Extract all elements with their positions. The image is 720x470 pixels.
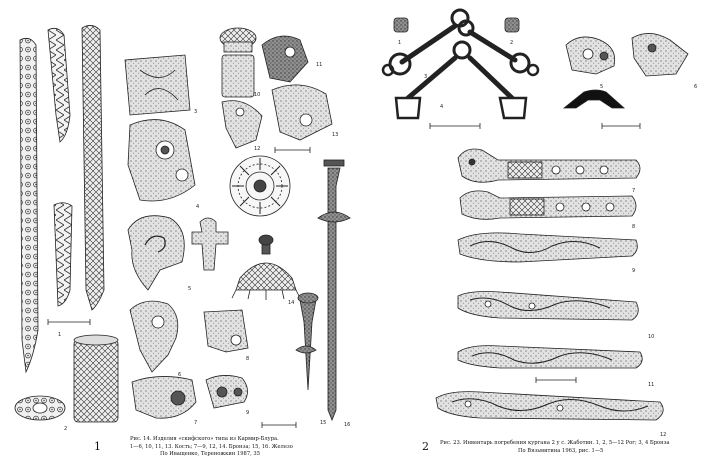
caption-left-line-2: 1—6, 10, 11, 13. Кость; 7—9, 12, 14. Бронза; 15, 16. Железо	[130, 443, 293, 450]
label-2-5: 5	[600, 84, 604, 90]
label-2-8: 8	[632, 224, 636, 230]
label-1-15: 15	[320, 420, 327, 426]
label-1-9: 9	[246, 410, 250, 416]
label-1-11: 11	[316, 62, 323, 68]
psalion-8	[460, 191, 636, 219]
plate-1-artifacts	[15, 25, 350, 428]
scale-bar-left-2	[275, 147, 310, 153]
label-2-11: 11	[648, 382, 655, 388]
psalion-11	[458, 346, 642, 368]
bone-strip-1a	[20, 38, 38, 372]
bird-fitting-11	[262, 36, 308, 82]
label-2-2: 2	[510, 40, 514, 46]
label-2-6: 6	[694, 84, 698, 90]
label-1-8: 8	[246, 356, 250, 362]
label-1-1: 1	[58, 332, 62, 338]
fluted-knob-10	[222, 55, 254, 97]
psalion-9	[458, 233, 637, 262]
label-1-4: 4	[196, 204, 200, 210]
bone-strip-1d	[54, 203, 72, 306]
eagle-head-12	[222, 101, 262, 148]
label-2-7: 7	[632, 188, 636, 194]
caption-right-line-1: Рис. 23. Инвентарь погребения кургана 2 у с. Жаботин. 1, 2, 5—12 Рог; 3, 4 Бронза	[440, 440, 670, 446]
carved-cylinder	[74, 340, 118, 422]
caption-left-line-1: Рис. 14. Изделия «скифского» типа из Кармир-Блура.	[130, 436, 279, 442]
bird-loop-13	[272, 85, 332, 140]
plate-number-left: 1	[94, 440, 101, 453]
bone-strip-1c	[82, 25, 104, 310]
sword-16	[328, 168, 340, 420]
label-2-3: 3	[424, 74, 428, 80]
bird-head-6	[130, 301, 178, 372]
cross-object	[192, 218, 228, 270]
label-2-12: 12	[660, 432, 667, 438]
scale-bar-right-1	[430, 123, 480, 129]
scale-bar-right-2	[602, 123, 640, 129]
plate-2-artifacts	[383, 10, 688, 420]
label-1-14: 14	[288, 300, 295, 306]
label-1-12: 12	[254, 146, 261, 152]
label-2-9: 9	[632, 268, 636, 274]
label-1-3: 3	[194, 109, 198, 115]
caption-left-line-3: По Иващенко, Тереножкин 1987, 35	[160, 451, 261, 457]
animal-figure-6	[632, 33, 688, 76]
scale-bar-left-1	[48, 319, 90, 325]
label-1-2: 2	[64, 426, 68, 432]
holed-block-8	[204, 310, 248, 352]
bronze-clip	[564, 90, 624, 108]
scale-bar-left-3	[262, 422, 296, 428]
label-1-5: 5	[188, 286, 192, 292]
scale-bar-right-3	[536, 377, 576, 383]
label-2-4: 4	[440, 104, 444, 110]
label-1-13: 13	[332, 132, 339, 138]
psalion-10	[458, 292, 638, 321]
plaque-7	[132, 376, 196, 418]
bead-1	[394, 18, 408, 32]
curl-object-5	[128, 216, 184, 290]
plate-number-right: 2	[422, 440, 429, 453]
psalion-7	[458, 149, 640, 182]
bone-strip-1b	[48, 28, 70, 142]
bead-2	[505, 18, 519, 32]
caption-left	[130, 436, 293, 459]
label-1-16: 16	[344, 422, 351, 428]
dagger-15	[300, 300, 316, 390]
label-1-10: 10	[254, 92, 261, 98]
animal-plaque-4	[128, 120, 195, 201]
carved-block-3	[125, 55, 190, 115]
label-2-1: 1	[398, 40, 402, 46]
caption-right-line-2: По Вязьмитина 1963, рис. 1—5	[518, 447, 604, 454]
caption-right	[440, 440, 670, 455]
label-2-10: 10	[648, 334, 655, 340]
label-1-6: 6	[178, 372, 182, 378]
label-1-7: 7	[194, 420, 198, 426]
psalion-12	[436, 392, 663, 420]
conical-bell-14	[236, 263, 296, 290]
